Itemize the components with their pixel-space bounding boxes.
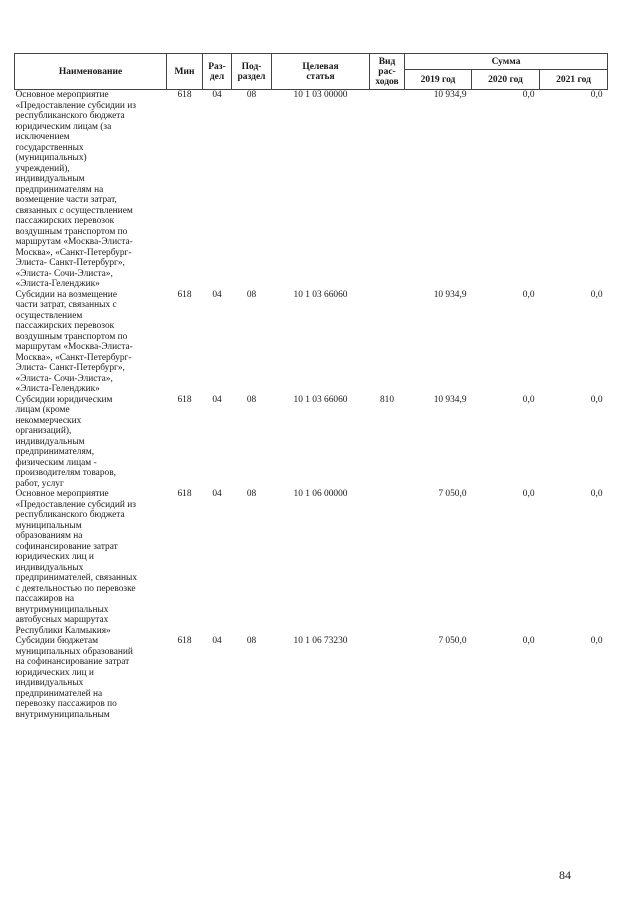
- row-min: 618: [177, 289, 192, 300]
- row-vid: [370, 489, 405, 636]
- row-target: 10 1 03 66060: [293, 289, 348, 300]
- header-min: Мин: [167, 54, 203, 90]
- page-number: 84: [559, 868, 571, 882]
- row-2020: 0,0: [522, 394, 535, 405]
- row-min: 618: [177, 636, 192, 646]
- row-name: Субсидии юридическим лицам (кроме некоммерческих организаций), индивидуальным предпринимателям, физическим лицам - производителям товаров, работ, услуг: [15, 394, 116, 489]
- budget-table: [14, 53, 608, 720]
- row-podrazdel: 08: [246, 636, 257, 646]
- header-name: Наименование: [15, 54, 167, 90]
- row-razdel: 04: [212, 289, 222, 300]
- row-name: Основное мероприятие «Предоставление субсидий из республиканского бюджета муниципальным образованиям на софинансирование затрат юридических лиц и индивидуальных предпринимателей, связанных с деятельностью по перевозке пассажиров на внутримуниципальных автобусных маршрутах Республики Калмыкия»: [15, 489, 138, 636]
- row-razdel: 04: [212, 394, 222, 405]
- row-vid: [370, 636, 405, 720]
- row-podrazdel: 08: [246, 289, 257, 300]
- table-row: [15, 290, 608, 395]
- row-razdel: 04: [212, 90, 222, 100]
- header-sum: Сумма: [405, 54, 608, 70]
- header-podrazdel: Под- раздел: [232, 54, 272, 90]
- row-2021: 0,0: [590, 394, 603, 405]
- header-target: Целевая статья: [272, 54, 370, 90]
- row-2021: 0,0: [590, 289, 603, 300]
- table-row: [15, 636, 608, 720]
- row-2021: 0,0: [590, 489, 603, 499]
- header-razdel: Раз- дел: [203, 54, 232, 90]
- table-body: [15, 90, 608, 721]
- table-header: [15, 54, 608, 90]
- table-row: [15, 395, 608, 490]
- row-2019: 7 050,0: [438, 636, 467, 646]
- row-name: Субсидии на возмещение части затрат, связанных с осуществлением пассажирских перевозок воздушным транспортом по маршрутам «Москва-Элиста- Москва», «Санкт-Петербург- Элиста- Санкт-Петербург», «Элиста- Сочи-Элиста», «Элиста-Геленджик»: [15, 289, 133, 394]
- row-2019: 10 934,9: [433, 394, 467, 405]
- row-podrazdel: 08: [246, 489, 257, 499]
- table-row: [15, 90, 608, 290]
- row-2020: 0,0: [522, 636, 535, 646]
- row-2020: 0,0: [522, 489, 535, 499]
- row-2021: 0,0: [590, 636, 603, 646]
- row-target: 10 1 03 66060: [293, 394, 348, 405]
- row-razdel: 04: [212, 489, 222, 499]
- row-2020: 0,0: [522, 90, 535, 100]
- row-target: 10 1 06 73230: [293, 636, 348, 646]
- row-razdel: 04: [212, 636, 222, 646]
- header-year-2021: 2021 год: [540, 70, 608, 90]
- row-podrazdel: 08: [246, 394, 257, 405]
- header-year-2019: 2019 год: [405, 70, 472, 90]
- row-min: 618: [177, 489, 192, 499]
- row-2019: 10 934,9: [433, 289, 467, 300]
- row-vid: 810: [379, 394, 395, 405]
- row-vid: [370, 90, 405, 290]
- row-name: Основное мероприятие «Предоставление субсидии из республиканского бюджета юридическим лицам (за исключением государственных (муниципальных) учреждений), индивидуальным предпринимателям на возмещение части затрат, связанных с осуществлением пассажирских перевозок воздушным транспортом по маршрутам «Москва-Элиста- Москва», «Санкт-Петербург- Элиста- Санкт-Петербург», «Элиста- Сочи-Элиста», «Элиста-Геленджик»: [15, 90, 137, 289]
- row-target: 10 1 03 00000: [293, 90, 348, 100]
- row-min: 618: [177, 394, 192, 405]
- header-year-2020: 2020 год: [472, 70, 540, 90]
- row-podrazdel: 08: [246, 90, 257, 100]
- row-2019: 7 050,0: [438, 489, 467, 499]
- row-target: 10 1 06 00000: [293, 489, 348, 499]
- row-2019: 10 934,9: [433, 90, 467, 100]
- row-vid: [370, 290, 405, 395]
- table-row: [15, 489, 608, 636]
- row-2020: 0,0: [522, 289, 535, 300]
- row-2021: 0,0: [590, 90, 603, 100]
- row-min: 618: [177, 90, 192, 100]
- header-vid: Вид рас- ходов: [370, 54, 405, 90]
- row-name: Субсидии бюджетам муниципальных образований на софинансирование затрат юридических лиц и индивидуальных предпринимателей на перевозку пассажиров по внутримуниципальным: [15, 636, 133, 720]
